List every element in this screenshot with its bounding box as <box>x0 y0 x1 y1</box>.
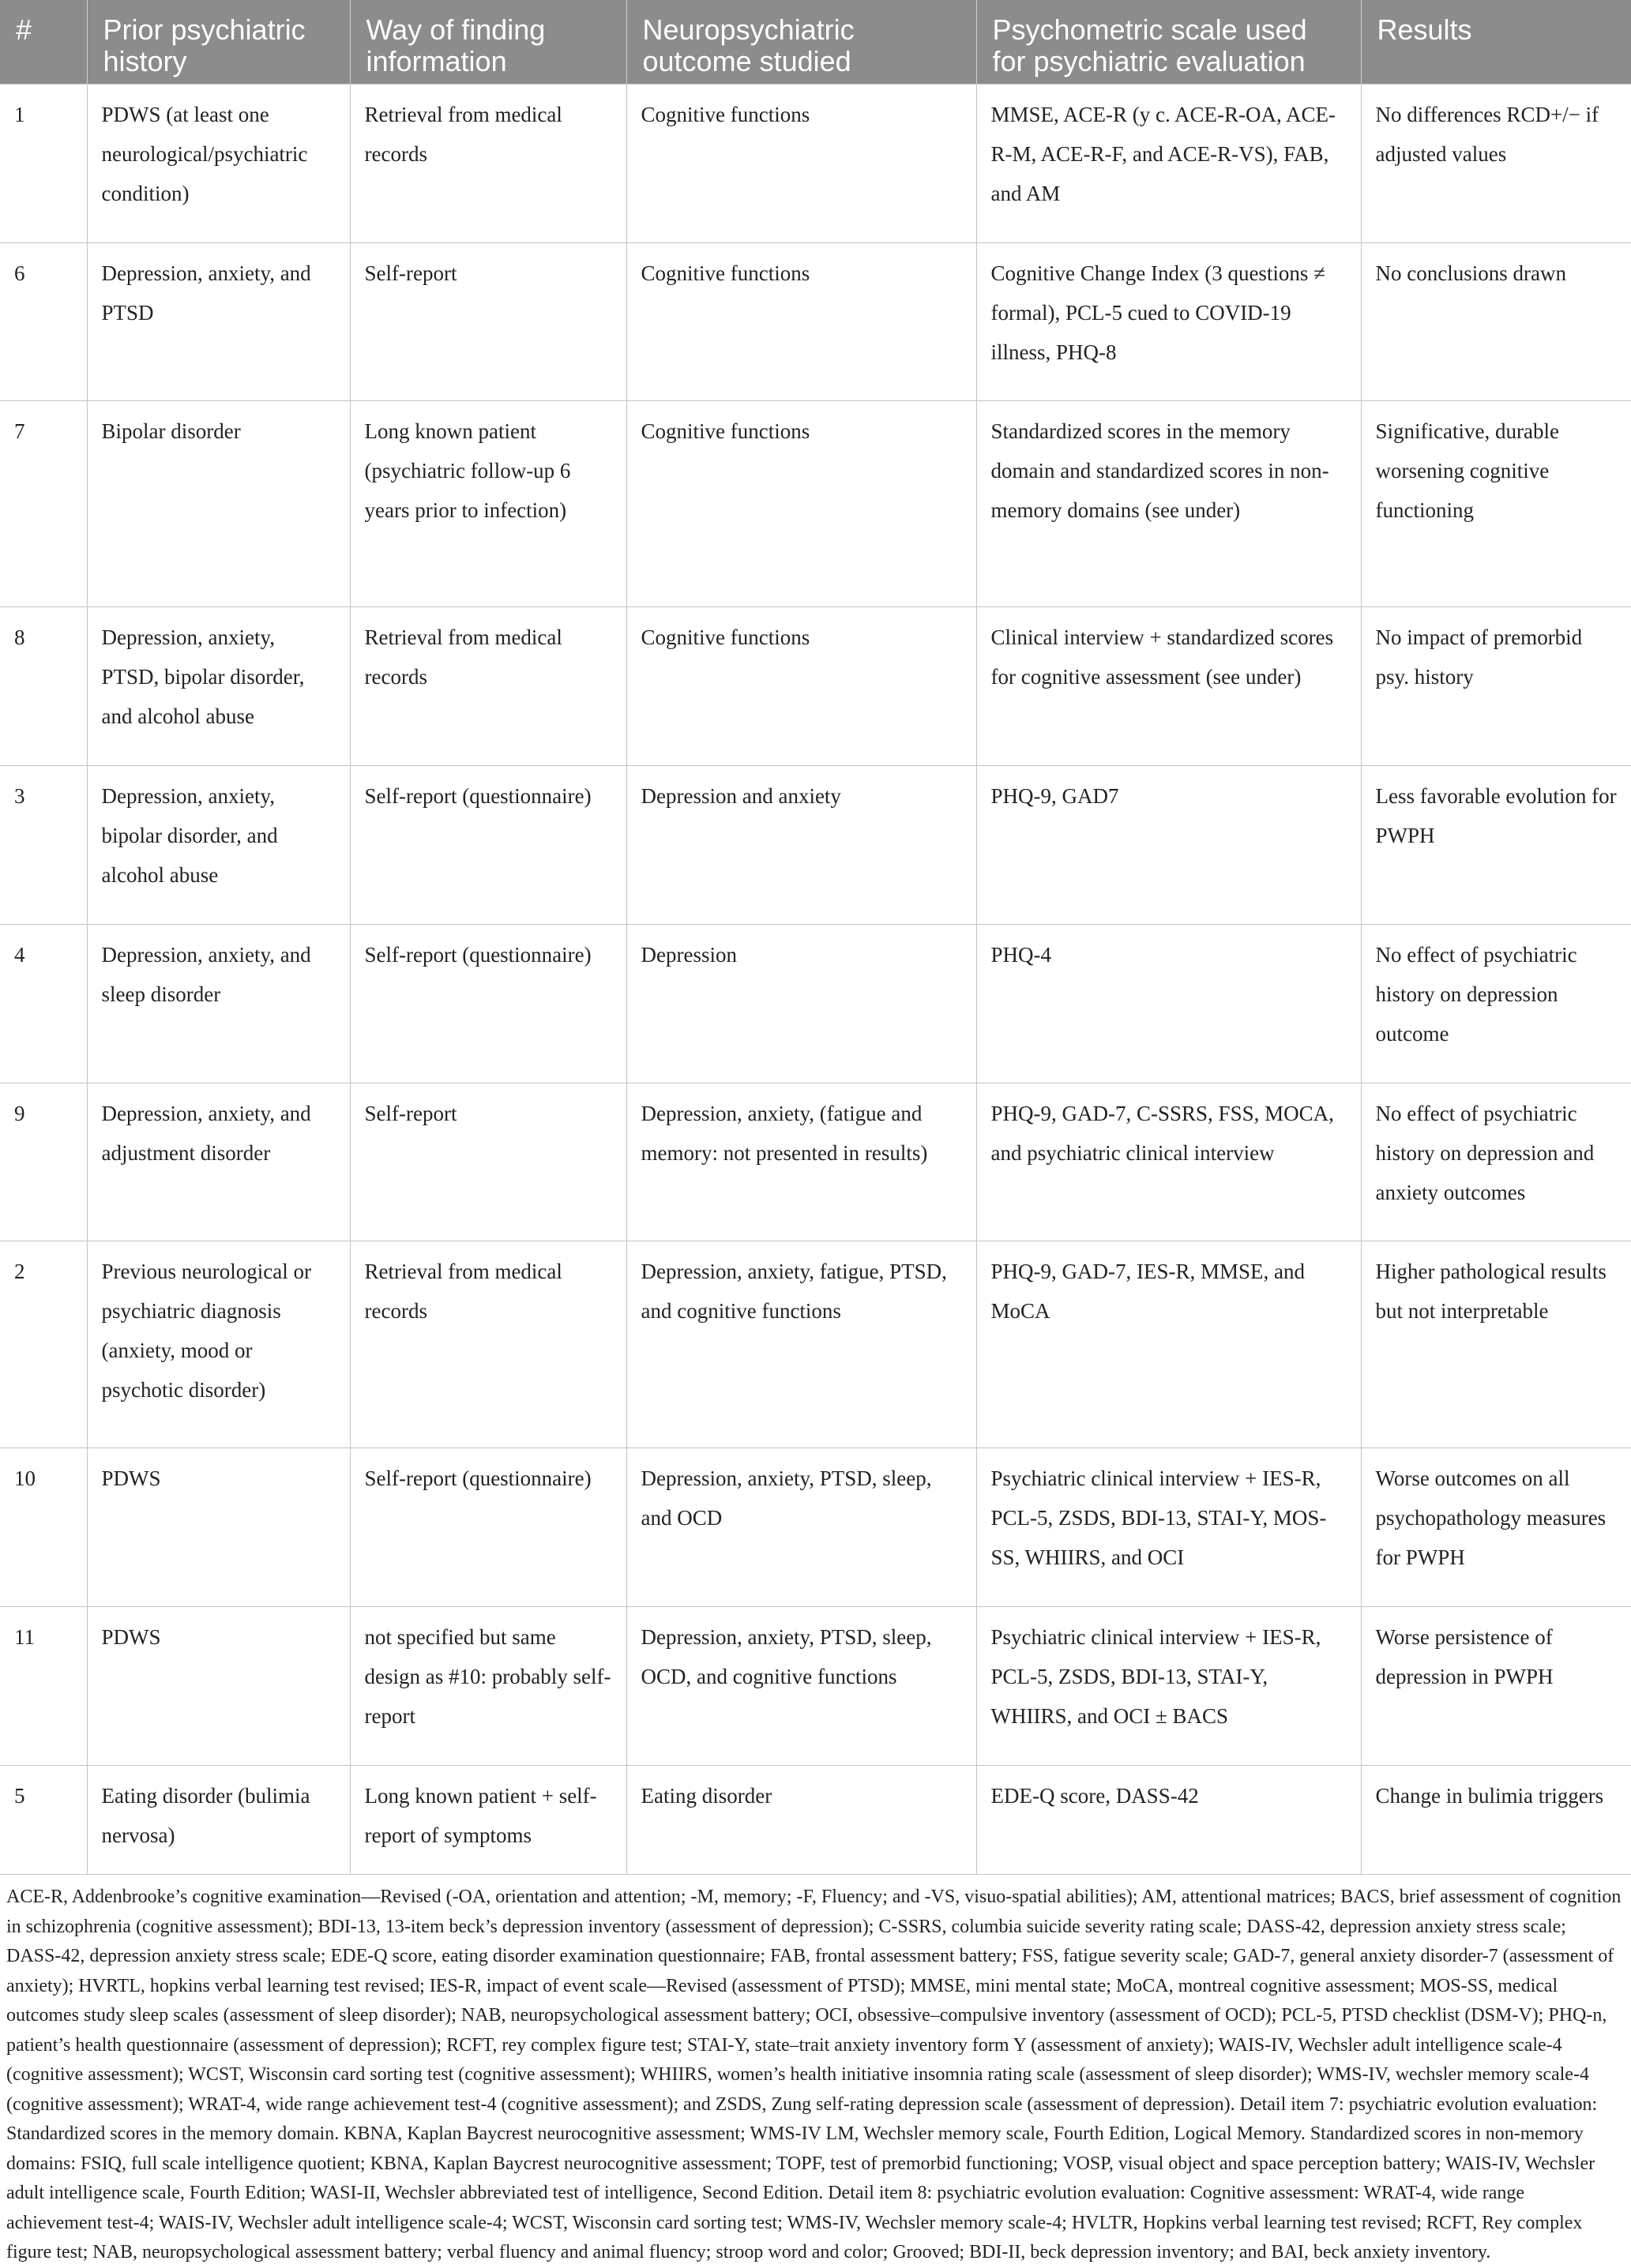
cell-outcome: Depression and anxiety <box>626 766 976 925</box>
table-row <box>0 925 1631 1083</box>
cell-number: 2 <box>0 1241 87 1448</box>
cell-information-source: Retrieval from medical records <box>350 1241 626 1448</box>
table-row <box>0 243 1631 401</box>
table-row <box>0 766 1631 925</box>
cell-outcome: Depression, anxiety, PTSD, sleep, and OCD <box>626 1448 976 1607</box>
cell-prior-history: Depression, anxiety, and PTSD <box>87 243 350 401</box>
cell-prior-history: PDWS <box>87 1607 350 1766</box>
table-body <box>0 84 1631 1875</box>
cell-prior-history: Depression, anxiety, PTSD, bipolar disorder, and alcohol abuse <box>87 607 350 766</box>
cell-prior-history: Depression, anxiety, and sleep disorder <box>87 925 350 1083</box>
cell-outcome: Depression <box>626 925 976 1083</box>
cell-results: No differences RCD+/− if adjusted values <box>1361 84 1631 243</box>
cell-number: 5 <box>0 1766 87 1875</box>
cell-psychometric-scale: PHQ-9, GAD-7, IES-R, MMSE, and MoCA <box>976 1241 1361 1448</box>
cell-results: Worse outcomes on all psychopathology measures for PWPH <box>1361 1448 1631 1607</box>
cell-information-source: Self-report <box>350 1083 626 1241</box>
cell-number: 1 <box>0 84 87 243</box>
table-row <box>0 1448 1631 1607</box>
header-way-of-finding-information: Way of finding information <box>350 0 626 84</box>
cell-information-source: Self-report <box>350 243 626 401</box>
cell-prior-history: PDWS (at least one neurological/psychiatric condition) <box>87 84 350 243</box>
table-footnote: ACE-R, Addenbrooke’s cognitive examination—Revised (-OA, orientation and attention; -M, memory; -F, Fluency; and -VS, visuo-spatial abilities); AM, attentional matrices; BACS, brief assessment of cognition in schizophrenia (cognitive assessment); BDI-13, 13-item beck’s depression inventory (assessment of depression); C-SSRS, columbia suicide severity rating scale; DASS-42, depression anxiety stress scale; DASS-42, depression anxiety stress scale; EDE-Q score, eating disorder examination questionnaire; FAB, frontal assessment battery; FSS, fatigue severity scale; GAD-7, general anxiety disorder-7 (assessment of anxiety); HVRTL, hopkins verbal learning test revised; IES-R, impact of event scale—Revised (assessment of PTSD); MMSE, mini mental state; MoCA, montreal cognitive assessment; MOS-SS, medical outcomes study sleep scales (assessment of sleep disorder); NAB, neuropsychological assessment battery; OCI, obsessive–compulsive inventory (assessment of OCD); PCL-5, PTSD checklist (DSM-V); PHQ-n, patient’s health questionnaire (assessment of depression); RCFT, rey complex figure test; STAI-Y, state–trait anxiety inventory form Y (assessment of anxiety); WAIS-IV, Wechsler adult intelligence scale-4 (cognitive assessment); WCST, Wisconsin card sorting test (cognitive assessment); WHIIRS, women’s health initiative insomnia rating scale (assessment of sleep disorder); WMS-IV, wechsler memory scale-4 (cognitive assessment); WRAT-4, wide range achievement test-4 (cognitive assessment); and ZSDS, Zung self-rating depression scale (assessment of depression). Detail item 7: psychiatric evolution evaluation: Standardized scores in the memory domain. KBNA, Kaplan Baycrest neurocognitive assessment; WMS-IV LM, Wechsler memory scale, Fourth Edition, Logical Memory. Standardized scores in non-memory domains: FSIQ, full scale intelligence quotient; KBNA, Kaplan Baycrest neurocognitive assessment; TOPF, test of premorbid functioning; VOSP, visual object and space perception battery; WAIS-IV, Wechsler adult intelligence scale, Fourth Edition; WASI-II, Wechsler abbreviated test of intelligence, Second Edition. Detail item 8: psychiatric evolution evaluation: Cognitive assessment: WRAT-4, wide range achievement test-4; WAIS-IV, Wechsler adult intelligence scale-4; WCST, Wisconsin card sorting test; WMS-IV, Wechsler memory scale-4; HVLTR, Hopkins verbal learning test revised; RCFT, Rey complex figure test; NAB, neuropsychological assessment battery; verbal fluency and animal fluency; stroop word and color; Grooved; BDI-II, beck depression inventory; and BAI, beck anxiety inventory. <box>6 1887 1622 2262</box>
table-row <box>0 1083 1631 1241</box>
cell-information-source: not specified but same design as #10: probably self-report <box>350 1607 626 1766</box>
cell-psychometric-scale: PHQ-4 <box>976 925 1361 1083</box>
cell-prior-history: Bipolar disorder <box>87 401 350 607</box>
cell-outcome: Cognitive functions <box>626 607 976 766</box>
cell-psychometric-scale: EDE-Q score, DASS-42 <box>976 1766 1361 1875</box>
cell-number: 6 <box>0 243 87 401</box>
cell-results: Less favorable evolution for PWPH <box>1361 766 1631 925</box>
cell-information-source: Self-report (questionnaire) <box>350 925 626 1083</box>
cell-information-source: Self-report (questionnaire) <box>350 766 626 925</box>
cell-outcome: Cognitive functions <box>626 243 976 401</box>
cell-information-source: Long known patient (psychiatric follow-up 6 years prior to infection) <box>350 401 626 607</box>
cell-psychometric-scale: Clinical interview + standardized scores for cognitive assessment (see under) <box>976 607 1361 766</box>
table-row <box>0 401 1631 607</box>
cell-number: 9 <box>0 1083 87 1241</box>
cell-outcome: Cognitive functions <box>626 84 976 243</box>
header-row <box>0 0 1631 84</box>
cell-results: No conclusions drawn <box>1361 243 1631 401</box>
table-row <box>0 1241 1631 1448</box>
cell-prior-history: Previous neurological or psychiatric diagnosis (anxiety, mood or psychotic disorder) <box>87 1241 350 1448</box>
cell-information-source: Self-report (questionnaire) <box>350 1448 626 1607</box>
cell-results: Change in bulimia triggers <box>1361 1766 1631 1875</box>
header-number: # <box>0 0 87 84</box>
table-header <box>0 0 1631 84</box>
cell-outcome: Depression, anxiety, fatigue, PTSD, and cognitive functions <box>626 1241 976 1448</box>
cell-results: No effect of psychiatric history on depression and anxiety outcomes <box>1361 1083 1631 1241</box>
cell-results: No effect of psychiatric history on depression outcome <box>1361 925 1631 1083</box>
cell-number: 8 <box>0 607 87 766</box>
cell-psychometric-scale: PHQ-9, GAD7 <box>976 766 1361 925</box>
cell-psychometric-scale: Standardized scores in the memory domain and standardized scores in non-memory domains (see under) <box>976 401 1361 607</box>
cell-information-source: Retrieval from medical records <box>350 607 626 766</box>
cell-results: Significative, durable worsening cognitive functioning <box>1361 401 1631 607</box>
cell-psychometric-scale: Cognitive Change Index (3 questions ≠ formal), PCL-5 cued to COVID-19 illness, PHQ-8 <box>976 243 1361 401</box>
table-row <box>0 1607 1631 1766</box>
cell-results: Higher pathological results but not interpretable <box>1361 1241 1631 1448</box>
cell-prior-history: Depression, anxiety, and adjustment disorder <box>87 1083 350 1241</box>
cell-number: 10 <box>0 1448 87 1607</box>
cell-psychometric-scale: PHQ-9, GAD-7, C-SSRS, FSS, MOCA, and psychiatric clinical interview <box>976 1083 1361 1241</box>
header-neuropsychiatric-outcome: Neuropsychiatric outcome studied <box>626 0 976 84</box>
cell-results: No impact of premorbid psy. history <box>1361 607 1631 766</box>
cell-results: Worse persistence of depression in PWPH <box>1361 1607 1631 1766</box>
cell-information-source: Retrieval from medical records <box>350 84 626 243</box>
cell-outcome: Depression, anxiety, (fatigue and memory: not presented in results) <box>626 1083 976 1241</box>
header-prior-psychiatric-history: Prior psychiatric history <box>87 0 350 84</box>
cell-prior-history: PDWS <box>87 1448 350 1607</box>
cell-psychometric-scale: Psychiatric clinical interview + IES-R, PCL-5, ZSDS, BDI-13, STAI-Y, MOS-SS, WHIIRS, and OCI <box>976 1448 1361 1607</box>
header-psychometric-scale: Psychometric scale used for psychiatric evaluation <box>976 0 1361 84</box>
table-row <box>0 607 1631 766</box>
cell-information-source: Long known patient + self-report of symptoms <box>350 1766 626 1875</box>
cell-outcome: Eating disorder <box>626 1766 976 1875</box>
cell-number: 11 <box>0 1607 87 1766</box>
cell-outcome: Depression, anxiety, PTSD, sleep, OCD, and cognitive functions <box>626 1607 976 1766</box>
cell-number: 3 <box>0 766 87 925</box>
cell-psychometric-scale: Psychiatric clinical interview + IES-R, PCL-5, ZSDS, BDI-13, STAI-Y, WHIIRS, and OCI ± BACS <box>976 1607 1361 1766</box>
cell-number: 4 <box>0 925 87 1083</box>
cell-prior-history: Eating disorder (bulimia nervosa) <box>87 1766 350 1875</box>
cell-outcome: Cognitive functions <box>626 401 976 607</box>
cell-psychometric-scale: MMSE, ACE-R (y c. ACE-R-OA, ACE-R-M, ACE-R-F, and ACE-R-VS), FAB, and AM <box>976 84 1361 243</box>
cell-number: 7 <box>0 401 87 607</box>
header-results: Results <box>1361 0 1631 84</box>
cell-prior-history: Depression, anxiety, bipolar disorder, and alcohol abuse <box>87 766 350 925</box>
table-row <box>0 1766 1631 1875</box>
table-row <box>0 84 1631 243</box>
